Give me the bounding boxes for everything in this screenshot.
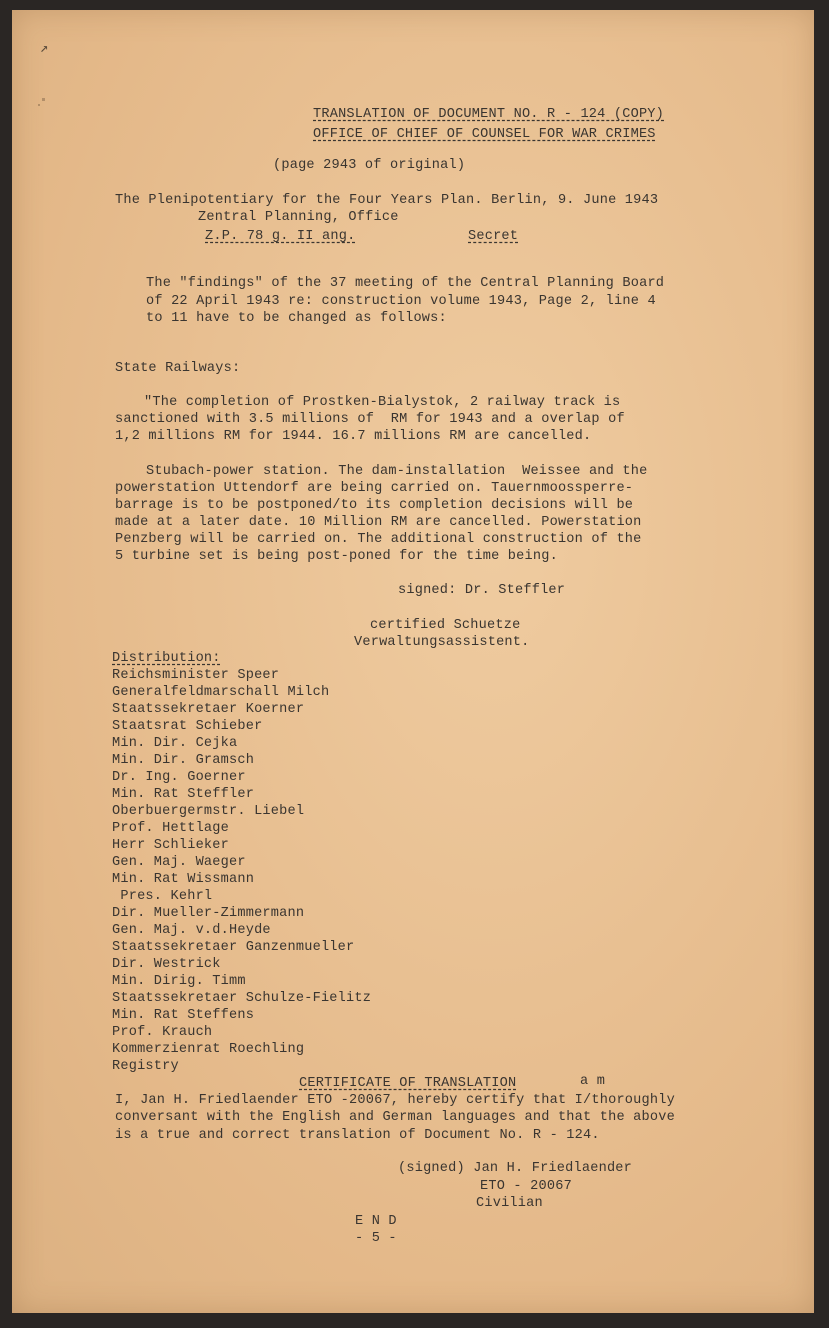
list-item: Min. Rat Wissmann	[112, 872, 255, 887]
letterhead-office: Zentral Planning, Office	[198, 210, 399, 225]
translator-status: Civilian	[476, 1196, 543, 1211]
document-page	[12, 10, 814, 1313]
distribution-list	[112, 667, 371, 1075]
paragraph-line: sanctioned with 3.5 millions of RM for 1943 and a overlap of	[115, 412, 625, 427]
list-item: Dir. Westrick	[112, 957, 221, 972]
signed-by: signed: Dr. Steffler	[398, 583, 566, 598]
section-heading: State Railways:	[115, 361, 241, 376]
translator-id: ETO - 20067	[480, 1179, 572, 1194]
list-item: Registry	[112, 1059, 179, 1074]
stain	[38, 104, 40, 106]
stain	[42, 98, 45, 101]
intro-line: The "findings" of the 37 meeting of the Central Planning Board	[146, 276, 665, 291]
paragraph-line: 1,2 millions RM for 1944. 16.7 millions RM are cancelled.	[115, 429, 592, 444]
handwritten-insert: a m	[580, 1074, 606, 1089]
corner-mark: ↗	[40, 41, 49, 57]
paragraph-line: Stubach-power station. The dam-installation Weissee and the	[146, 464, 648, 479]
certificate-line: I, Jan H. Friedlaender ETO -20067, hereby certify that I/thoroughly	[115, 1093, 675, 1108]
list-item: Staatsrat Schieber	[112, 719, 263, 734]
letterhead-line: The Plenipotentiary for the Four Years Plan. Berlin, 9. June 1943	[115, 193, 659, 208]
paragraph-line: "The completion of Prostken-Bialystok, 2 railway track is	[144, 395, 621, 410]
end-marker: E N D	[355, 1214, 397, 1229]
paragraph-line: powerstation Uttendorf are being carried on. Tauernmoossperre-	[115, 481, 634, 496]
intro-line: to 11 have to be changed as follows:	[146, 311, 447, 326]
document-title: TRANSLATION OF DOCUMENT NO. R - 124 (COPY)	[313, 107, 665, 122]
page-number: - 5 -	[355, 1231, 397, 1246]
list-item: Staatssekretaer Schulze-Fielitz	[112, 991, 372, 1006]
certificate-line: is a true and correct translation of Document No. R - 124.	[115, 1128, 600, 1143]
list-item: Prof. Krauch	[112, 1025, 213, 1040]
document-subtitle: OFFICE OF CHIEF OF COUNSEL FOR WAR CRIMES	[313, 127, 656, 142]
list-item: Oberbuergermstr. Liebel	[112, 804, 305, 819]
list-item: Gen. Maj. v.d.Heyde	[112, 923, 271, 938]
paragraph-line: 5 turbine set is being post-poned for the time being.	[115, 549, 558, 564]
list-item: Reichsminister Speer	[112, 668, 280, 683]
paragraph-line: barrage is to be postponed/to its completion decisions will be	[115, 498, 634, 513]
list-item: Staatssekretaer Koerner	[112, 702, 305, 717]
classification: Secret	[468, 229, 519, 244]
page-reference: (page 2943 of original)	[273, 158, 466, 173]
list-item: Staatssekretaer Ganzenmueller	[112, 940, 355, 955]
certificate-heading: CERTIFICATE OF TRANSLATION	[299, 1076, 517, 1091]
list-item: Min. Rat Steffler	[112, 787, 255, 802]
certificate-line: conversant with the English and German languages and that the above	[115, 1110, 675, 1125]
list-item: Kommerzienrat Roechling	[112, 1042, 305, 1057]
list-item: Generalfeldmarschall Milch	[112, 685, 330, 700]
list-item: Min. Dir. Gramsch	[112, 753, 255, 768]
paragraph-line: made at a later date. 10 Million RM are cancelled. Powerstation	[115, 515, 642, 530]
list-item: Pres. Kehrl	[112, 889, 213, 904]
translator-signature: (signed) Jan H. Friedlaender	[398, 1161, 633, 1176]
list-item: Gen. Maj. Waeger	[112, 855, 246, 870]
list-item: Min. Rat Steffens	[112, 1008, 255, 1023]
paragraph-line: Penzberg will be carried on. The additional construction of the	[115, 532, 642, 547]
distribution-heading: Distribution:	[112, 651, 221, 666]
list-item: Min. Dirig. Timm	[112, 974, 246, 989]
certified-by: certified Schuetze	[370, 618, 521, 633]
list-item: Prof. Hettlage	[112, 821, 230, 836]
list-item: Min. Dir. Cejka	[112, 736, 238, 751]
list-item: Dr. Ing. Goerner	[112, 770, 246, 785]
list-item: Dir. Mueller-Zimmermann	[112, 906, 305, 921]
list-item: Herr Schlieker	[112, 838, 230, 853]
certifier-title: Verwaltungsassistent.	[354, 635, 530, 650]
reference-number: Z.P. 78 g. II ang.	[205, 229, 356, 244]
intro-line: of 22 April 1943 re: construction volume 1943, Page 2, line 4	[146, 294, 656, 309]
